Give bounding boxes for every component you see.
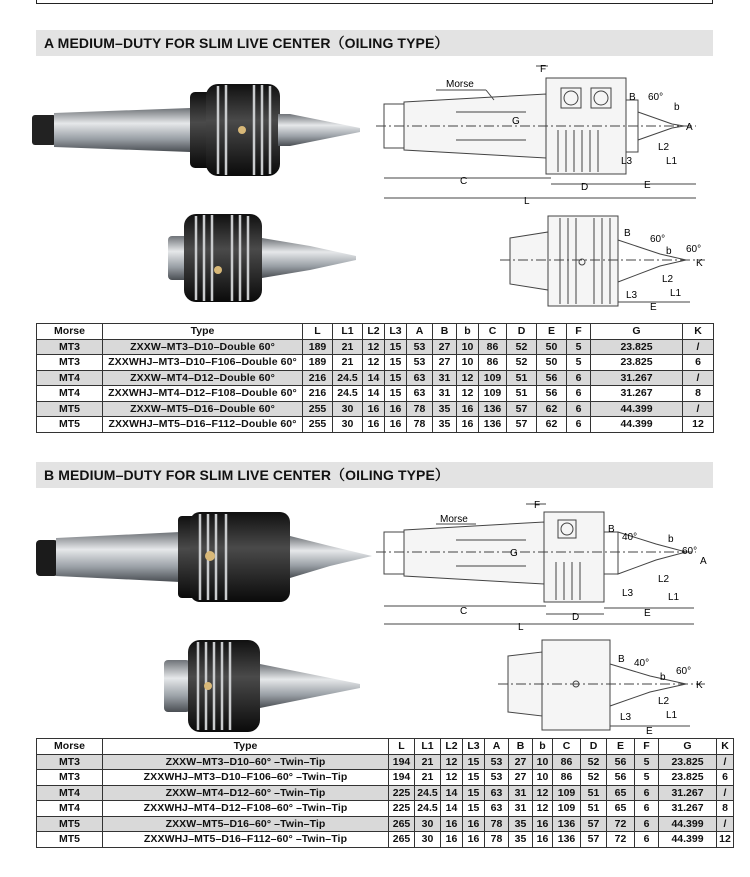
technical-drawing-b2 [490,636,720,736]
value-cell: 31 [433,386,457,402]
value-cell: 189 [303,355,333,371]
value-cell: 44.399 [659,816,717,832]
value-cell: 12 [441,770,463,786]
morse-cell: MT4 [37,801,103,817]
type-cell: ZXXW–MT4–D12–60° –Twin–Tip [103,785,389,801]
value-cell: 53 [407,339,433,355]
morse-cell: MT3 [37,754,103,770]
value-cell: 194 [389,770,415,786]
value-cell: 52 [581,754,607,770]
drawing-b2-e: E [646,726,653,736]
value-cell: 6 [683,355,714,371]
table-row [37,832,734,848]
value-cell: 86 [479,339,507,355]
value-cell: 15 [463,785,485,801]
value-cell: 72 [607,816,635,832]
value-cell: 31.267 [659,785,717,801]
value-cell: 16 [441,832,463,848]
value-cell: 21 [333,339,363,355]
value-cell: 16 [457,401,479,417]
value-cell: 136 [479,417,507,433]
drawing-a2-e: E [650,302,657,313]
drawing-a1-g: G [512,116,520,127]
type-cell: ZXXW–MT3–D10–60° –Twin–Tip [103,754,389,770]
value-cell: 10 [457,339,479,355]
drawing-a1-angle: 60° [648,92,664,103]
value-cell: 35 [433,401,457,417]
drawing-a2-l3: L3 [626,290,638,301]
morse-cell: MT3 [37,770,103,786]
drawing-a2-l2: L2 [662,274,674,285]
col-header: Type [103,324,303,340]
value-cell: 8 [683,386,714,402]
drawing-b1-f: F [534,500,541,511]
value-cell: 62 [537,401,567,417]
morse-cell: MT4 [37,785,103,801]
value-cell: 86 [553,754,581,770]
value-cell: 15 [463,770,485,786]
table-row [37,801,734,817]
value-cell: 15 [385,339,407,355]
drawing-a1-b-upper: B [629,92,636,103]
value-cell: 78 [485,816,509,832]
value-cell: 53 [407,355,433,371]
col-header: G [659,739,717,755]
drawing-b1-angle2: 60° [682,546,698,557]
value-cell: 8 [717,801,734,817]
col-header: G [591,324,683,340]
value-cell: 16 [441,816,463,832]
value-cell: 15 [385,370,407,386]
drawing-a1-a: A [686,122,693,133]
value-cell: 5 [635,770,659,786]
drawing-b2-k: K [696,680,703,691]
value-cell: 136 [553,832,581,848]
col-header: F [635,739,659,755]
live-center-photo-b2 [160,636,380,736]
value-cell: 63 [485,785,509,801]
value-cell: 12 [683,417,714,433]
drawing-b2-angle2: 60° [676,666,692,677]
value-cell: 44.399 [591,401,683,417]
value-cell: 56 [537,370,567,386]
drawing-a2-b: B [624,228,631,239]
value-cell: 35 [509,816,533,832]
value-cell: 14 [441,785,463,801]
value-cell: 265 [389,832,415,848]
value-cell: 12 [363,355,385,371]
drawing-b2-b-lower: b [660,672,666,683]
value-cell: 6 [717,770,734,786]
value-cell: 16 [463,832,485,848]
table-row [37,770,734,786]
col-header: L1 [415,739,441,755]
value-cell: 14 [441,801,463,817]
value-cell: 109 [553,785,581,801]
value-cell: 52 [507,339,537,355]
value-cell: 57 [581,816,607,832]
value-cell: 255 [303,417,333,433]
value-cell: 16 [457,417,479,433]
value-cell: / [717,785,734,801]
spec-table-b [36,738,734,848]
value-cell: 44.399 [591,417,683,433]
value-cell: 51 [507,386,537,402]
value-cell: 6 [567,401,591,417]
drawing-a1-c: C [460,176,468,187]
live-center-photo-a1 [30,70,370,180]
value-cell: 23.825 [659,754,717,770]
drawing-b2-b: B [618,654,625,665]
value-cell: 10 [457,355,479,371]
value-cell: 44.399 [659,832,717,848]
previous-table-edge [36,0,713,4]
value-cell: 265 [389,816,415,832]
col-header: F [567,324,591,340]
value-cell: 16 [533,816,553,832]
value-cell: 35 [509,832,533,848]
type-cell: ZXXWHJ–MT3–D10–F106–60° –Twin–Tip [103,770,389,786]
drawing-b1-b-lower: b [668,534,674,545]
value-cell: 24.5 [333,370,363,386]
value-cell: 6 [635,801,659,817]
value-cell: 14 [363,370,385,386]
value-cell: 16 [363,401,385,417]
value-cell: 78 [407,417,433,433]
value-cell: 109 [479,370,507,386]
col-header: b [533,739,553,755]
value-cell: 23.825 [659,770,717,786]
drawing-b1-l: L [518,622,524,632]
value-cell: 63 [407,386,433,402]
value-cell: 21 [333,355,363,371]
drawing-a1-morse: Morse [446,79,474,90]
value-cell: 63 [407,370,433,386]
value-cell: 12 [533,785,553,801]
value-cell: 35 [433,417,457,433]
value-cell: 57 [507,417,537,433]
col-header: Type [103,739,389,755]
value-cell: 27 [433,339,457,355]
morse-cell: MT4 [37,370,103,386]
value-cell: 14 [363,386,385,402]
section-b-title: B MEDIUM–DUTY FOR SLIM LIVE CENTER（OILING TYPE） [36,462,713,488]
value-cell: 6 [635,785,659,801]
drawing-a2-k: K [696,258,703,269]
drawing-a1-f: F [540,64,547,75]
drawing-a1-l1: L1 [666,156,678,167]
value-cell: 12 [363,339,385,355]
value-cell: 31.267 [591,370,683,386]
value-cell: / [683,339,714,355]
spec-table-b-header [37,739,734,755]
drawing-a1-d: D [581,182,589,193]
table-row [37,370,714,386]
value-cell: 10 [533,754,553,770]
value-cell: 27 [509,770,533,786]
type-cell: ZXXWHJ–MT4–D12–F108–60° –Twin–Tip [103,801,389,817]
morse-cell: MT5 [37,816,103,832]
value-cell: 15 [385,386,407,402]
value-cell: 51 [581,801,607,817]
value-cell: 216 [303,386,333,402]
value-cell: 12 [457,386,479,402]
value-cell: 30 [415,832,441,848]
drawing-a2-angle2: 60° [686,244,702,255]
value-cell: 50 [537,339,567,355]
value-cell: 16 [363,417,385,433]
value-cell: 86 [553,770,581,786]
spec-table-a [36,323,714,433]
drawing-a1-l2: L2 [658,142,670,153]
col-header: Morse [37,739,103,755]
value-cell: 136 [553,816,581,832]
value-cell: 6 [635,816,659,832]
value-cell: 16 [463,816,485,832]
value-cell: 52 [507,355,537,371]
value-cell: 53 [485,770,509,786]
value-cell: 255 [303,401,333,417]
value-cell: 53 [485,754,509,770]
value-cell: / [683,370,714,386]
morse-cell: MT4 [37,386,103,402]
spec-table-a-header [37,324,714,340]
type-cell: ZXXW–MT3–D10–Double 60° [103,339,303,355]
value-cell: 10 [533,770,553,786]
drawing-b1-l3: L3 [622,588,634,599]
value-cell: 189 [303,339,333,355]
value-cell: 27 [509,754,533,770]
value-cell: 31 [509,801,533,817]
table-row [37,355,714,371]
value-cell: 23.825 [591,355,683,371]
value-cell: 6 [567,370,591,386]
value-cell: 12 [533,801,553,817]
value-cell: 52 [581,770,607,786]
value-cell: 6 [567,417,591,433]
drawing-b2-l2: L2 [658,696,670,707]
col-header: A [407,324,433,340]
value-cell: 27 [433,355,457,371]
col-header: L2 [441,739,463,755]
value-cell: 24.5 [333,386,363,402]
morse-cell: MT3 [37,355,103,371]
value-cell: 16 [533,832,553,848]
drawing-a1-b-lower: b [674,102,680,113]
table-row [37,401,714,417]
morse-cell: MT5 [37,832,103,848]
value-cell: 50 [537,355,567,371]
value-cell: 31 [509,785,533,801]
value-cell: 31.267 [659,801,717,817]
col-header: L3 [463,739,485,755]
drawing-a2-l1: L1 [670,288,682,299]
value-cell: 109 [553,801,581,817]
value-cell: 31.267 [591,386,683,402]
drawing-b2-l1: L1 [666,710,678,721]
value-cell: 30 [333,401,363,417]
col-header: L [303,324,333,340]
technical-drawing-a2 [490,210,720,314]
value-cell: 12 [441,754,463,770]
value-cell: 109 [479,386,507,402]
value-cell: 51 [507,370,537,386]
col-header: B [433,324,457,340]
drawing-b2-l3: L3 [620,712,632,723]
drawing-a1-l: L [524,196,530,207]
col-header: K [683,324,714,340]
col-header: C [479,324,507,340]
technical-drawing-a1 [376,60,716,210]
value-cell: 63 [485,801,509,817]
col-header: Morse [37,324,103,340]
value-cell: 23.825 [591,339,683,355]
type-cell: ZXXW–MT5–D16–60° –Twin–Tip [103,816,389,832]
value-cell: / [717,816,734,832]
live-center-photo-a2 [160,208,380,308]
value-cell: 30 [333,417,363,433]
table-row [37,417,714,433]
value-cell: 15 [463,754,485,770]
live-center-photo-b1 [30,506,380,606]
value-cell: / [683,401,714,417]
value-cell: 16 [385,417,407,433]
value-cell: / [717,754,734,770]
table-row [37,785,734,801]
value-cell: 78 [407,401,433,417]
value-cell: 56 [607,770,635,786]
col-header: D [581,739,607,755]
col-header: L2 [363,324,385,340]
drawing-b1-morse: Morse [440,514,468,525]
value-cell: 216 [303,370,333,386]
table-row [37,339,714,355]
morse-cell: MT3 [37,339,103,355]
value-cell: 30 [415,816,441,832]
drawing-b1-e: E [644,608,651,619]
value-cell: 5 [635,754,659,770]
drawing-a2-b-lower: b [666,246,672,257]
value-cell: 31 [433,370,457,386]
value-cell: 57 [581,832,607,848]
drawing-b1-c: C [460,606,468,617]
value-cell: 12 [717,832,734,848]
col-header: b [457,324,479,340]
value-cell: 21 [415,754,441,770]
value-cell: 65 [607,785,635,801]
section-a-title: A MEDIUM–DUTY FOR SLIM LIVE CENTER（OILING TYPE） [36,30,713,56]
morse-cell: MT5 [37,417,103,433]
drawing-b1-g: G [510,548,518,559]
drawing-b1-angle1: 40° [622,532,638,543]
value-cell: 21 [415,770,441,786]
value-cell: 225 [389,801,415,817]
value-cell: 78 [485,832,509,848]
value-cell: 57 [507,401,537,417]
col-header: E [607,739,635,755]
value-cell: 62 [537,417,567,433]
type-cell: ZXXW–MT4–D12–Double 60° [103,370,303,386]
col-header: L3 [385,324,407,340]
drawing-b1-b-upper: B [608,524,615,535]
type-cell: ZXXWHJ–MT5–D16–F112–Double 60° [103,417,303,433]
table-row [37,816,734,832]
value-cell: 225 [389,785,415,801]
value-cell: 65 [607,801,635,817]
value-cell: 56 [537,386,567,402]
col-header: E [537,324,567,340]
drawing-b1-a: A [700,556,707,567]
value-cell: 5 [567,339,591,355]
type-cell: ZXXWHJ–MT5–D16–F112–60° –Twin–Tip [103,832,389,848]
value-cell: 24.5 [415,801,441,817]
value-cell: 15 [385,355,407,371]
drawing-b1-l2: L2 [658,574,670,585]
col-header: D [507,324,537,340]
value-cell: 6 [567,386,591,402]
drawing-b2-angle1: 40° [634,658,650,669]
type-cell: ZXXWHJ–MT4–D12–F108–Double 60° [103,386,303,402]
col-header: K [717,739,734,755]
drawing-a1-l3: L3 [621,156,633,167]
value-cell: 194 [389,754,415,770]
col-header: L [389,739,415,755]
table-row [37,754,734,770]
drawing-b1-d: D [572,612,580,623]
value-cell: 86 [479,355,507,371]
col-header: L1 [333,324,363,340]
value-cell: 5 [567,355,591,371]
morse-cell: MT5 [37,401,103,417]
technical-drawing-b1 [376,496,716,632]
value-cell: 15 [463,801,485,817]
value-cell: 6 [635,832,659,848]
drawing-a2-angle1: 60° [650,234,666,245]
col-header: A [485,739,509,755]
drawing-b1-l1: L1 [668,592,680,603]
value-cell: 56 [607,754,635,770]
type-cell: ZXXWHJ–MT3–D10–F106–Double 60° [103,355,303,371]
value-cell: 12 [457,370,479,386]
col-header: B [509,739,533,755]
col-header: C [553,739,581,755]
drawing-a1-e: E [644,180,651,191]
table-row [37,386,714,402]
value-cell: 136 [479,401,507,417]
type-cell: ZXXW–MT5–D16–Double 60° [103,401,303,417]
value-cell: 24.5 [415,785,441,801]
value-cell: 72 [607,832,635,848]
value-cell: 16 [385,401,407,417]
value-cell: 51 [581,785,607,801]
